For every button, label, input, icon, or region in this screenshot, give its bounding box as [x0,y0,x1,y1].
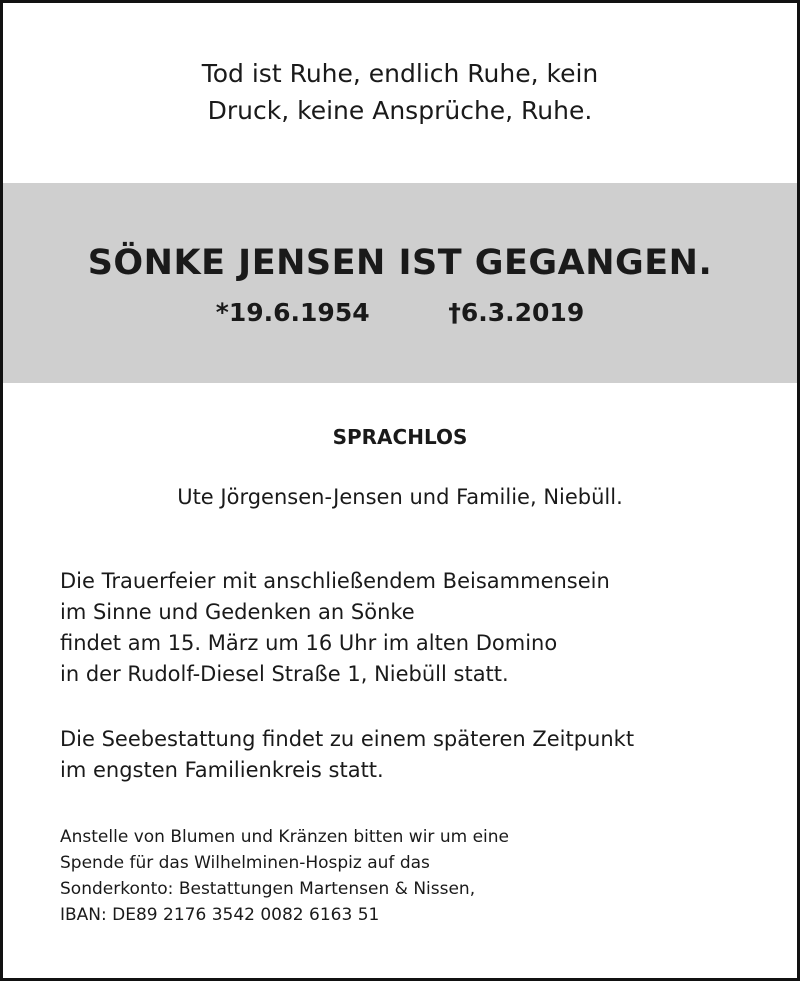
ceremony-line: in der Rudolf-Diesel Straße 1, Niebüll statt. [60,662,509,686]
name-banner [3,183,797,383]
quote-line: Druck, keine Ansprüche, Ruhe. [207,96,593,125]
burial-line: Die Seebestattung findet zu einem späteren Zeitpunkt [60,727,635,751]
opening-quote [3,55,797,129]
burial-line: im engsten Familienkreis statt. [60,758,384,782]
deceased-headline: SÖNKE JENSEN IST GEGANGEN. [87,243,713,283]
quote-line: Tod ist Ruhe, endlich Ruhe, kein [201,59,599,88]
life-dates [3,298,797,327]
death-date: †6.3.2019 [448,298,585,327]
ceremony-line: Die Trauerfeier mit anschließendem Beisammensein [60,569,610,593]
iban-line: IBAN: DE89 2176 3542 0082 6163 51 [60,905,380,925]
donation-line: Sonderkonto: Bestattungen Martensen & Nissen, [60,879,476,899]
subtitle: SPRACHLOS [332,425,468,449]
ceremony-line: findet am 15. März um 16 Uhr im alten Domino [60,631,558,655]
burial-paragraph [60,724,785,786]
ceremony-line: im Sinne und Gedenken an Sönke [60,600,415,624]
ceremony-paragraph [60,566,785,690]
donation-line: Spende für das Wilhelminen-Hospiz auf das [60,853,430,873]
birth-date: *19.6.1954 [215,298,370,327]
mourners-line: Ute Jörgensen-Jensen und Familie, Niebüll. [177,485,623,509]
donation-note [60,824,785,928]
donation-line: Anstelle von Blumen und Kränzen bitten wir um eine [60,827,509,847]
